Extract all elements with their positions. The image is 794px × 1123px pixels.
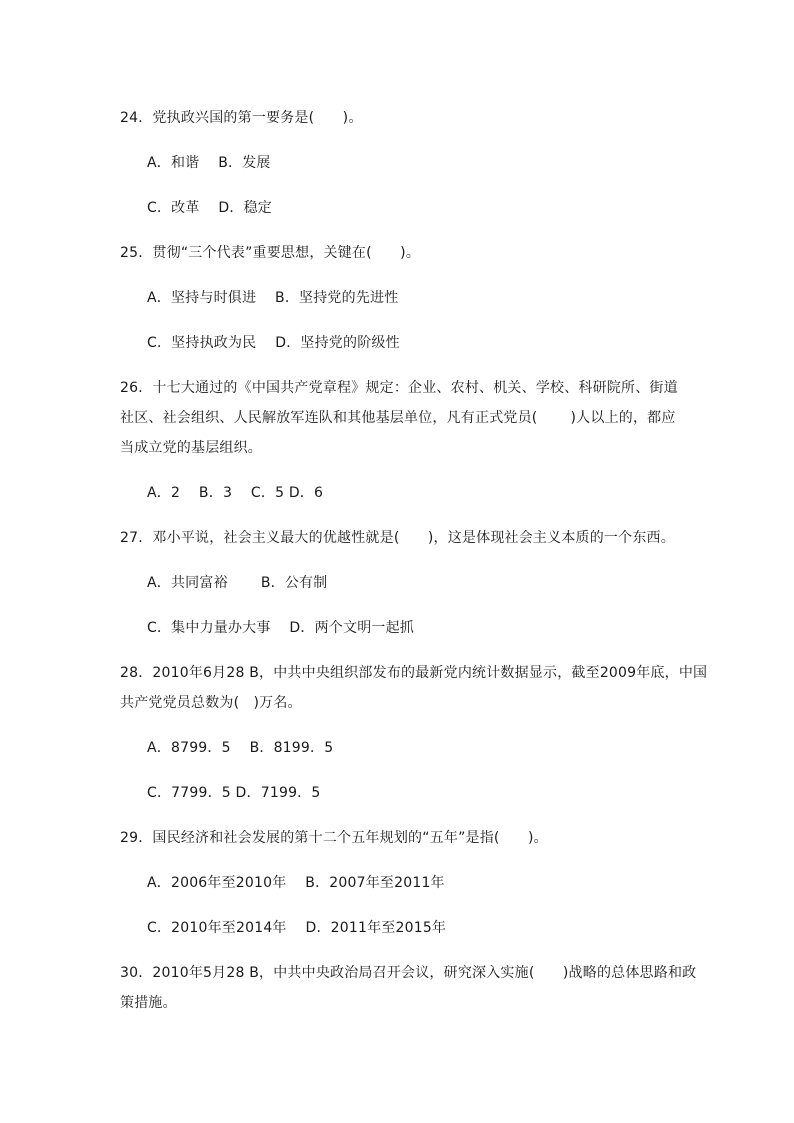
question-26-stem-line-1: 26．十七大通过的《中国共产党章程》规定：企业、农村、机关、学校、科研院所、街道 <box>120 380 678 396</box>
question-29-options-cd: C．2010年至2014年 D．2011年至2015年 <box>147 920 447 936</box>
question-27-options-cd: C．集中力量办大事 D．两个文明一起抓 <box>147 620 415 636</box>
question-24-options-ab: A．和谐 B．发展 <box>147 155 271 171</box>
question-24-stem: 24．党执政兴国的第一要务是( )。 <box>120 110 363 126</box>
question-26-stem-line-3: 当成立党的基层组织。 <box>120 440 262 456</box>
question-30-stem-line-1: 30．2010年5月28 B，中共中央政治局召开会议，研究深入实施( )战略的总体思路和政 <box>120 965 697 981</box>
question-28-options-ab: A．8799．5 B．8199．5 <box>147 740 334 756</box>
question-25-options-cd: C．坚持执政为民 D．坚持党的阶级性 <box>147 335 400 351</box>
question-24-options-cd: C．改革 D．稳定 <box>147 200 273 216</box>
question-26-options: A．2 B．3 C．5 D．6 <box>147 485 324 501</box>
question-29-options-ab: A．2006年至2010年 B．2007年至2011年 <box>147 875 445 891</box>
question-28-options-cd: C．7799．5 D．7199．5 <box>147 785 321 801</box>
question-26-stem-line-2: 社区、社会组织、人民解放军连队和其他基层单位，凡有正式党员( )人以上的，都应 <box>120 410 676 426</box>
question-25-stem: 25．贯彻“三个代表”重要思想，关键在( )。 <box>120 245 421 261</box>
question-28-stem-line-1: 28．2010年6月28 B，中共中央组织部发布的最新党内统计数据显示，截至2009年底，中国 <box>120 665 708 681</box>
question-30-stem-line-2: 策措施。 <box>120 995 177 1011</box>
question-27-stem: 27．邓小平说，社会主义最大的优越性就是( )，这是体现社会主义本质的一个东西。 <box>120 530 675 546</box>
question-27-options-ab: A．共同富裕 B．公有制 <box>147 575 328 591</box>
question-25-options-ab: A．坚持与时俱进 B．坚持党的先进性 <box>147 290 399 306</box>
question-29-stem: 29．国民经济和社会发展的第十二个五年规划的“五年”是指( )。 <box>120 830 548 846</box>
question-28-stem-line-2: 共产党党员总数为( )万名。 <box>120 695 302 711</box>
